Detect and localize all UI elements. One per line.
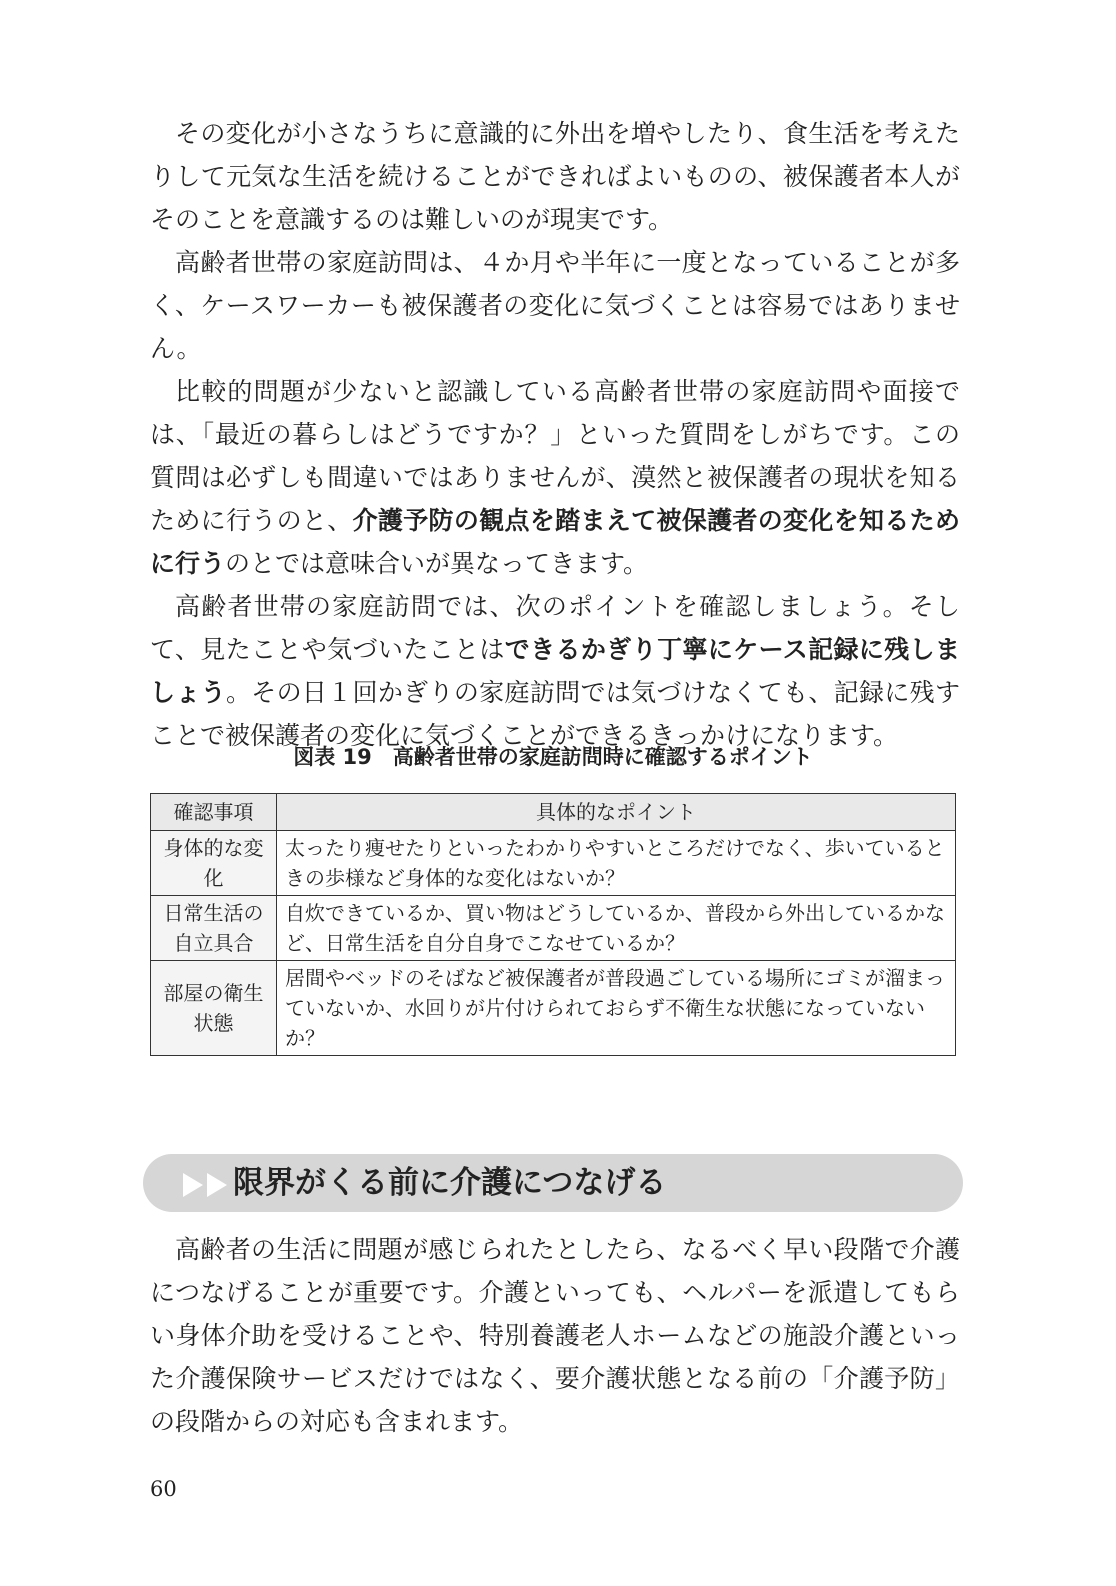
paragraph: 高齢者の生活に問題が感じられたとしたら、なるべく早い段階で介護につなげることが重要です。介護といっても、ヘルパーを派遣してもらい身体介助を受けることや、特別養護老人ホームなどの施設介護といった介護保険サービスだけではなく、要介護状態となる前の「介護予防」の段階からの対応も含まれます。 — [150, 1235, 960, 1436]
paragraph: その変化が小さなうちに意識的に外出を増やしたり、食生活を考えたりして元気な生活を続けることができればよいものの、被保護者本人がそのことを意識するのは難しいのが現実です。 — [150, 119, 960, 234]
page-number: 60 — [150, 1477, 177, 1501]
column-header: 確認事項 — [151, 794, 277, 831]
row-label: 身体的な変化 — [151, 831, 277, 896]
bold-emphasis: 介護予防の観点を踏まえて被保護者の変化を知るために行う — [150, 506, 960, 578]
table-row — [151, 831, 956, 896]
row-label: 日常生活の自立具合 — [151, 896, 277, 961]
paragraph-text: 比較的問題が少ないと認識している高齢者世帯の家庭訪問や面接では、「最近の暮らしはどうですか？」といった質問をしがちです。この質問は必ずしも間違いではありませんが、漠然と被保護者の現状を知るために行うのと、 — [150, 377, 960, 535]
section-heading — [143, 1154, 963, 1212]
paragraph — [150, 370, 960, 585]
paragraph-text: 高齢者世帯の家庭訪問では、次のポイントを確認しましょう。そして、見たことや気づいたことは — [150, 592, 960, 664]
row-detail: 太ったり痩せたりといったわかりやすいところだけでなく、歩いているときの歩様など身体的な変化はないか？ — [277, 831, 956, 896]
row-detail: 居間やベッドのそばなど被保護者が普段過ごしている場所にゴミが溜まっていないか、水回りが片付けられておらず不衛生な状態になっていないか？ — [277, 961, 956, 1056]
row-detail: 自炊できているか、買い物はどうしているか、普段から外出しているかなど、日常生活を自分自身でこなせているか？ — [277, 896, 956, 961]
points-table — [150, 793, 956, 1056]
table-header-row — [151, 794, 956, 831]
paragraph — [150, 585, 960, 757]
paragraph: 高齢者世帯の家庭訪問は、４か月や半年に一度となっていることが多く、ケースワーカーも被保護者の変化に気づくことは容易ではありません。 — [150, 248, 960, 363]
bold-emphasis: できるかぎり丁寧にケース記録に残しましょう — [150, 635, 960, 707]
section-title: 限界がくる前に介護につなげる — [233, 1165, 667, 1201]
body-text-top — [150, 112, 960, 757]
column-header: 具体的なポイント — [277, 794, 956, 831]
paragraph-text: のとでは意味合いが異なってきます。 — [225, 549, 649, 578]
double-triangle-arrow-icon — [183, 1173, 233, 1197]
row-label: 部屋の衛生状態 — [151, 961, 277, 1056]
table-row — [151, 896, 956, 961]
paragraph-text: 。その日１回かぎりの家庭訪問では気づけなくても、記録に残すことで被保護者の変化に気づくことができるきっかけになります。 — [150, 678, 960, 750]
body-text-bottom — [150, 1228, 960, 1443]
figure-caption: 図表 19 高齢者世帯の家庭訪問時に確認するポイント — [293, 745, 813, 769]
table-row — [151, 961, 956, 1056]
